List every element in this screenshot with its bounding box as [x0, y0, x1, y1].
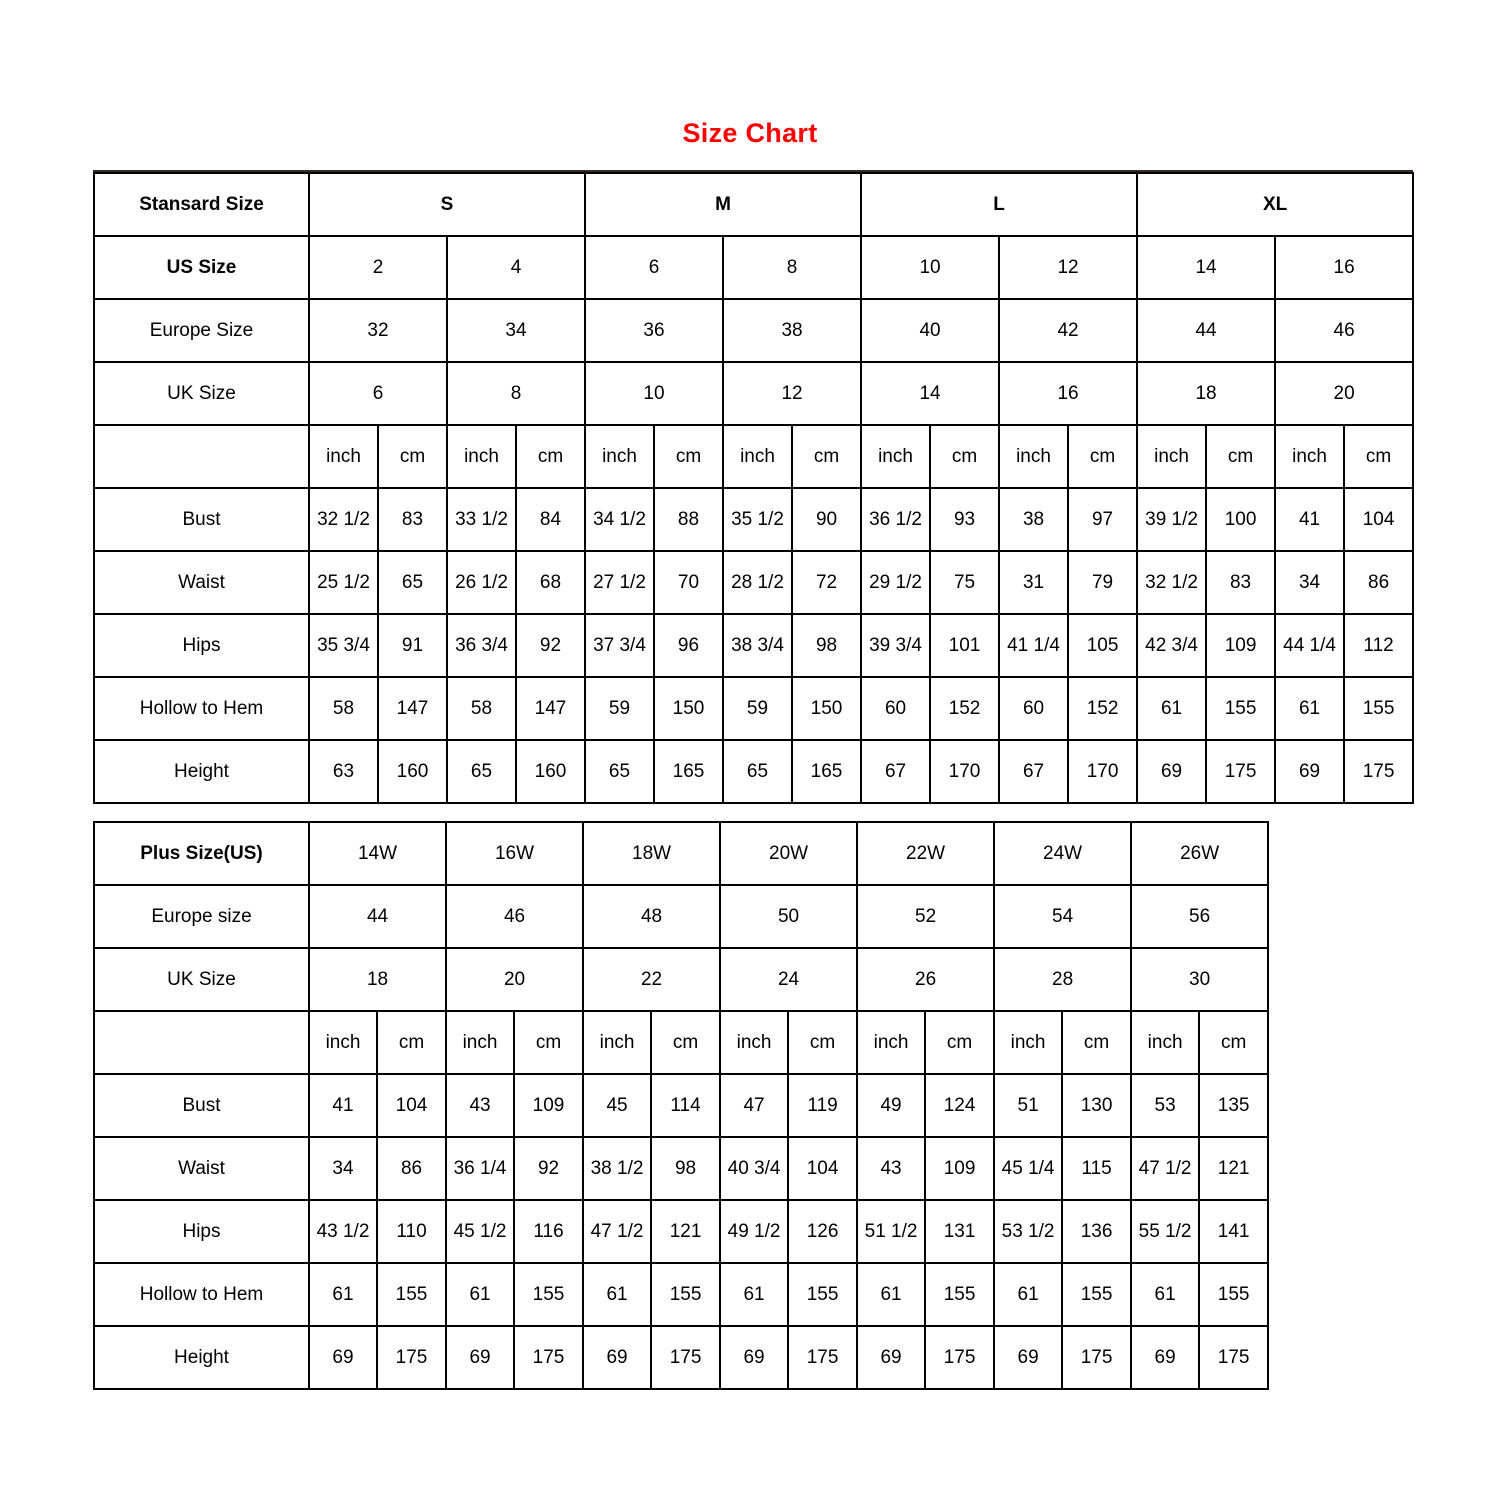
cell: 116: [514, 1200, 583, 1263]
cell: 39 3/4: [861, 614, 930, 677]
cell: 110: [377, 1200, 446, 1263]
cell: 39 1/2: [1137, 488, 1206, 551]
cell: 10: [585, 362, 723, 425]
unit-cell: inch: [446, 1011, 514, 1074]
cell: 96: [654, 614, 723, 677]
cell: 114: [651, 1074, 720, 1137]
cell: 12: [999, 236, 1137, 299]
unit-cell: inch: [309, 1011, 377, 1074]
standard-size-table: [93, 172, 1414, 804]
cell: 49 1/2: [720, 1200, 788, 1263]
cell: 51 1/2: [857, 1200, 925, 1263]
unit-cell: cm: [792, 425, 861, 488]
cell: 32 1/2: [309, 488, 378, 551]
cell: 55 1/2: [1131, 1200, 1199, 1263]
cell: 155: [514, 1263, 583, 1326]
cell: 10: [861, 236, 999, 299]
cell: 92: [514, 1137, 583, 1200]
cell: 46: [446, 885, 583, 948]
table-row: [94, 173, 1413, 236]
cell: 135: [1199, 1074, 1268, 1137]
cell: 175: [1199, 1326, 1268, 1389]
cell: 6: [309, 362, 447, 425]
cell: 4: [447, 236, 585, 299]
cell: 48: [583, 885, 720, 948]
cell: 61: [583, 1263, 651, 1326]
cell: 14: [1137, 236, 1275, 299]
cell: 65: [723, 740, 792, 803]
cell: 26 1/2: [447, 551, 516, 614]
cell: 52: [857, 885, 994, 948]
cell: 69: [720, 1326, 788, 1389]
cell: 18: [309, 948, 446, 1011]
unit-cell: cm: [1062, 1011, 1131, 1074]
cell: 47 1/2: [1131, 1137, 1199, 1200]
unit-cell: inch: [1131, 1011, 1199, 1074]
row-label-waist: Waist: [94, 551, 309, 614]
cell: 152: [930, 677, 999, 740]
cell: 90: [792, 488, 861, 551]
cell: 98: [792, 614, 861, 677]
cell: 16: [999, 362, 1137, 425]
cell: 155: [1206, 677, 1275, 740]
cell: 67: [861, 740, 930, 803]
cell: 20: [1275, 362, 1413, 425]
cell: 45 1/4: [994, 1137, 1062, 1200]
cell: 175: [925, 1326, 994, 1389]
plus-size-14w: 14W: [309, 822, 446, 885]
cell: 91: [378, 614, 447, 677]
cell: 42 3/4: [1137, 614, 1206, 677]
table-row: [94, 948, 1268, 1011]
cell: 28: [994, 948, 1131, 1011]
cell: 175: [377, 1326, 446, 1389]
cell: 119: [788, 1074, 857, 1137]
unit-cell: cm: [516, 425, 585, 488]
cell: 72: [792, 551, 861, 614]
cell: 104: [377, 1074, 446, 1137]
cell: 112: [1344, 614, 1413, 677]
cell: 36 1/4: [446, 1137, 514, 1200]
row-label-hollow-to-hem: Hollow to Hem: [94, 677, 309, 740]
cell: 131: [925, 1200, 994, 1263]
cell: 121: [1199, 1137, 1268, 1200]
cell: 38: [723, 299, 861, 362]
row-label-waist: Waist: [94, 1137, 309, 1200]
cell: 175: [651, 1326, 720, 1389]
table-row: [94, 299, 1413, 362]
standard-size-header: Stansard Size: [94, 173, 309, 236]
cell: 41: [309, 1074, 377, 1137]
cell: 54: [994, 885, 1131, 948]
cell: 155: [788, 1263, 857, 1326]
plus-size-26w: 26W: [1131, 822, 1268, 885]
cell: 175: [788, 1326, 857, 1389]
plus-size-table: [93, 821, 1269, 1390]
cell: 79: [1068, 551, 1137, 614]
unit-cell: cm: [925, 1011, 994, 1074]
cell: 65: [585, 740, 654, 803]
cell: 61: [309, 1263, 377, 1326]
cell: 155: [925, 1263, 994, 1326]
cell: 69: [583, 1326, 651, 1389]
table-row: [94, 885, 1268, 948]
plus-size-22w: 22W: [857, 822, 994, 885]
cell: 75: [930, 551, 999, 614]
unit-cell: inch: [1137, 425, 1206, 488]
cell: 69: [1137, 740, 1206, 803]
unit-cell: inch: [447, 425, 516, 488]
cell: 101: [930, 614, 999, 677]
cell: 165: [654, 740, 723, 803]
unit-cell: cm: [377, 1011, 446, 1074]
cell: 22: [583, 948, 720, 1011]
cell: 42: [999, 299, 1137, 362]
cell: 41: [1275, 488, 1344, 551]
cell: 2: [309, 236, 447, 299]
row-label-bust: Bust: [94, 1074, 309, 1137]
table-row: [94, 1074, 1268, 1137]
table-row: [94, 740, 1413, 803]
cell: 160: [378, 740, 447, 803]
cell: 18: [1137, 362, 1275, 425]
cell: 126: [788, 1200, 857, 1263]
cell: 170: [1068, 740, 1137, 803]
cell: 152: [1068, 677, 1137, 740]
cell: 109: [925, 1137, 994, 1200]
row-label-height: Height: [94, 740, 309, 803]
cell: 50: [720, 885, 857, 948]
cell: 155: [651, 1263, 720, 1326]
unit-cell: cm: [930, 425, 999, 488]
cell: 12: [723, 362, 861, 425]
cell: 109: [514, 1074, 583, 1137]
cell: 43: [446, 1074, 514, 1137]
cell: 32: [309, 299, 447, 362]
cell: 58: [447, 677, 516, 740]
cell: 20: [446, 948, 583, 1011]
cell: 43: [857, 1137, 925, 1200]
cell: 160: [516, 740, 585, 803]
cell: 83: [1206, 551, 1275, 614]
table-row-units: [94, 1011, 1268, 1074]
cell: 37 3/4: [585, 614, 654, 677]
cell: 44: [1137, 299, 1275, 362]
cell: 141: [1199, 1200, 1268, 1263]
table-row: [94, 1137, 1268, 1200]
cell: 175: [1206, 740, 1275, 803]
unit-cell: cm: [514, 1011, 583, 1074]
unit-cell: inch: [723, 425, 792, 488]
table-row: [94, 362, 1413, 425]
plus-size-16w: 16W: [446, 822, 583, 885]
cell: 155: [377, 1263, 446, 1326]
cell: 45: [583, 1074, 651, 1137]
cell: 65: [378, 551, 447, 614]
cell: 56: [1131, 885, 1268, 948]
cell: 35 3/4: [309, 614, 378, 677]
cell: 61: [857, 1263, 925, 1326]
row-label-uk-size: UK Size: [94, 948, 309, 1011]
unit-cell: cm: [1068, 425, 1137, 488]
unit-row-label: [94, 425, 309, 488]
cell: 155: [1062, 1263, 1131, 1326]
cell: 124: [925, 1074, 994, 1137]
cell: 6: [585, 236, 723, 299]
unit-cell: cm: [1344, 425, 1413, 488]
cell: 36 3/4: [447, 614, 516, 677]
cell: 34: [447, 299, 585, 362]
row-label-height: Height: [94, 1326, 309, 1389]
cell: 49: [857, 1074, 925, 1137]
group-m: M: [585, 173, 861, 236]
cell: 61: [446, 1263, 514, 1326]
cell: 8: [723, 236, 861, 299]
row-label-europe-size: Europe Size: [94, 299, 309, 362]
cell: 68: [516, 551, 585, 614]
cell: 36: [585, 299, 723, 362]
cell: 65: [447, 740, 516, 803]
cell: 38 1/2: [583, 1137, 651, 1200]
cell: 165: [792, 740, 861, 803]
cell: 40 3/4: [720, 1137, 788, 1200]
table-row: [94, 1200, 1268, 1263]
row-label-us-size: US Size: [94, 236, 309, 299]
unit-cell: inch: [583, 1011, 651, 1074]
cell: 150: [654, 677, 723, 740]
cell: 41 1/4: [999, 614, 1068, 677]
cell: 35 1/2: [723, 488, 792, 551]
unit-cell: inch: [585, 425, 654, 488]
cell: 58: [309, 677, 378, 740]
cell: 46: [1275, 299, 1413, 362]
plus-size-20w: 20W: [720, 822, 857, 885]
table-row: [94, 1263, 1268, 1326]
unit-cell: cm: [1206, 425, 1275, 488]
cell: 47 1/2: [583, 1200, 651, 1263]
unit-cell: inch: [857, 1011, 925, 1074]
page-title: Size Chart: [682, 118, 818, 148]
table-row: [94, 1326, 1268, 1389]
cell: 147: [516, 677, 585, 740]
cell: 69: [1131, 1326, 1199, 1389]
cell: 59: [723, 677, 792, 740]
cell: 109: [1206, 614, 1275, 677]
unit-cell: cm: [654, 425, 723, 488]
cell: 26: [857, 948, 994, 1011]
group-s: S: [309, 173, 585, 236]
group-xl: XL: [1137, 173, 1413, 236]
plus-size-24w: 24W: [994, 822, 1131, 885]
cell: 69: [1275, 740, 1344, 803]
cell: 136: [1062, 1200, 1131, 1263]
unit-cell: cm: [1199, 1011, 1268, 1074]
table-row: [94, 488, 1413, 551]
unit-cell: cm: [378, 425, 447, 488]
cell: 38: [999, 488, 1068, 551]
cell: 61: [720, 1263, 788, 1326]
cell: 84: [516, 488, 585, 551]
cell: 32 1/2: [1137, 551, 1206, 614]
row-label-hollow-to-hem: Hollow to Hem: [94, 1263, 309, 1326]
cell: 53 1/2: [994, 1200, 1062, 1263]
cell: 175: [514, 1326, 583, 1389]
cell: 155: [1199, 1263, 1268, 1326]
cell: 34 1/2: [585, 488, 654, 551]
cell: 28 1/2: [723, 551, 792, 614]
table-row-units: [94, 425, 1413, 488]
cell: 30: [1131, 948, 1268, 1011]
cell: 61: [1275, 677, 1344, 740]
cell: 63: [309, 740, 378, 803]
table-row: [94, 822, 1268, 885]
unit-cell: cm: [651, 1011, 720, 1074]
table-row: [94, 551, 1413, 614]
row-label-hips: Hips: [94, 614, 309, 677]
unit-cell: inch: [1275, 425, 1344, 488]
cell: 34: [1275, 551, 1344, 614]
cell: 24: [720, 948, 857, 1011]
cell: 16: [1275, 236, 1413, 299]
cell: 61: [1131, 1263, 1199, 1326]
unit-cell: inch: [309, 425, 378, 488]
cell: 70: [654, 551, 723, 614]
row-label-hips: Hips: [94, 1200, 309, 1263]
cell: 36 1/2: [861, 488, 930, 551]
row-label-europe-size: Europe size: [94, 885, 309, 948]
cell: 104: [1344, 488, 1413, 551]
cell: 8: [447, 362, 585, 425]
plus-size-header: Plus Size(US): [94, 822, 309, 885]
table-row: [94, 677, 1413, 740]
cell: 86: [1344, 551, 1413, 614]
cell: 60: [999, 677, 1068, 740]
cell: 67: [999, 740, 1068, 803]
cell: 104: [788, 1137, 857, 1200]
cell: 44: [309, 885, 446, 948]
plus-size-18w: 18W: [583, 822, 720, 885]
cell: 121: [651, 1200, 720, 1263]
unit-cell: inch: [861, 425, 930, 488]
cell: 98: [651, 1137, 720, 1200]
cell: 33 1/2: [447, 488, 516, 551]
cell: 170: [930, 740, 999, 803]
cell: 147: [378, 677, 447, 740]
cell: 34: [309, 1137, 377, 1200]
cell: 44 1/4: [1275, 614, 1344, 677]
cell: 69: [994, 1326, 1062, 1389]
cell: 61: [994, 1263, 1062, 1326]
cell: 60: [861, 677, 930, 740]
cell: 29 1/2: [861, 551, 930, 614]
cell: 115: [1062, 1137, 1131, 1200]
cell: 175: [1062, 1326, 1131, 1389]
cell: 88: [654, 488, 723, 551]
table-row: [94, 236, 1413, 299]
row-label-bust: Bust: [94, 488, 309, 551]
group-l: L: [861, 173, 1137, 236]
unit-cell: inch: [994, 1011, 1062, 1074]
cell: 83: [378, 488, 447, 551]
cell: 25 1/2: [309, 551, 378, 614]
cell: 69: [446, 1326, 514, 1389]
cell: 97: [1068, 488, 1137, 551]
table-row: [94, 614, 1413, 677]
cell: 69: [309, 1326, 377, 1389]
cell: 38 3/4: [723, 614, 792, 677]
unit-cell: inch: [720, 1011, 788, 1074]
cell: 92: [516, 614, 585, 677]
cell: 31: [999, 551, 1068, 614]
cell: 27 1/2: [585, 551, 654, 614]
unit-row-label: [94, 1011, 309, 1074]
cell: 40: [861, 299, 999, 362]
cell: 130: [1062, 1074, 1131, 1137]
cell: 51: [994, 1074, 1062, 1137]
cell: 69: [857, 1326, 925, 1389]
cell: 150: [792, 677, 861, 740]
cell: 53: [1131, 1074, 1199, 1137]
cell: 47: [720, 1074, 788, 1137]
cell: 61: [1137, 677, 1206, 740]
cell: 14: [861, 362, 999, 425]
cell: 175: [1344, 740, 1413, 803]
unit-cell: inch: [999, 425, 1068, 488]
cell: 59: [585, 677, 654, 740]
unit-cell: cm: [788, 1011, 857, 1074]
cell: 43 1/2: [309, 1200, 377, 1263]
cell: 100: [1206, 488, 1275, 551]
cell: 93: [930, 488, 999, 551]
cell: 45 1/2: [446, 1200, 514, 1263]
cell: 86: [377, 1137, 446, 1200]
cell: 105: [1068, 614, 1137, 677]
row-label-uk-size: UK Size: [94, 362, 309, 425]
cell: 155: [1344, 677, 1413, 740]
